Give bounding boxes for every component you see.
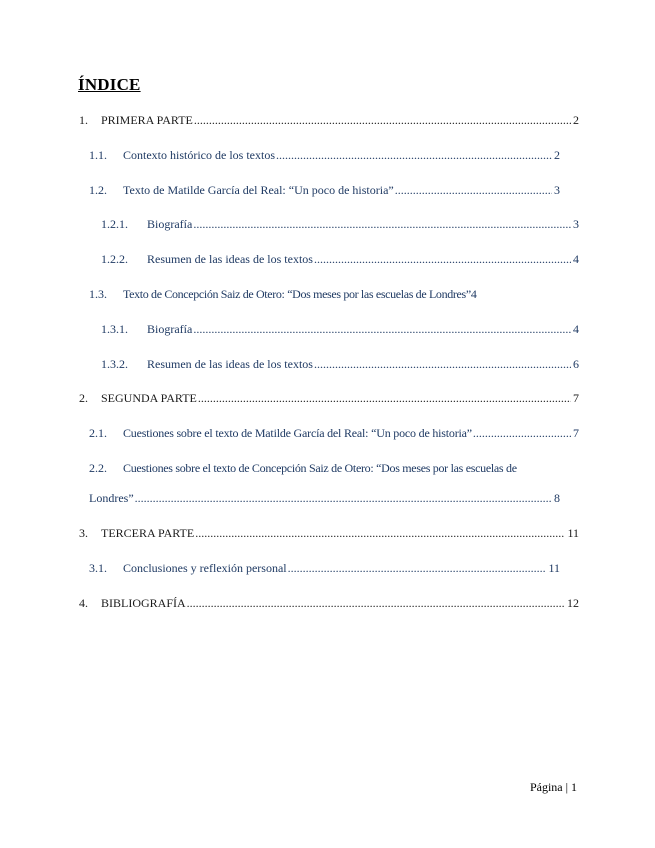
toc-entry-page: 2 <box>554 148 560 162</box>
toc-entry-label: Texto de Matilde García del Real: “Un poco de historia” <box>123 183 394 197</box>
toc-entry-page: 3 <box>573 217 579 231</box>
toc-entry-number: 3. <box>79 526 88 540</box>
toc-entry-page: 4 <box>573 252 579 266</box>
toc-dot-leader <box>313 356 571 372</box>
toc-entry-page: 12 <box>567 596 579 610</box>
toc-entry-page: 3 <box>554 183 560 197</box>
toc-entry-label: Biografía <box>147 322 193 336</box>
toc-dot-leader <box>472 425 571 441</box>
toc-entry-label: TERCERA PARTE <box>101 526 195 540</box>
toc-entry-label: Resumen de las ideas de los textos <box>147 252 313 266</box>
toc-entry-label: Conclusiones y reflexión personal <box>123 561 287 575</box>
toc-entry-number: 4. <box>79 596 88 610</box>
toc-entry-label: Biografía <box>147 217 193 231</box>
toc-entry-number: 2.1. <box>89 426 107 440</box>
toc-entry-page: 6 <box>573 357 579 371</box>
toc-entry-number: 2.2. <box>89 461 107 475</box>
toc-entry-page: 7 <box>573 426 579 440</box>
toc-dot-leader <box>313 251 571 267</box>
toc-entry-label: Resumen de las ideas de los textos <box>147 357 313 371</box>
toc-dot-leader <box>192 321 571 337</box>
toc-entry-label-line1: Cuestiones sobre el texto de Concepción Saiz de Otero: “Dos meses por las escuelas de <box>123 461 517 475</box>
toc-entry-number: 3.1. <box>89 561 107 575</box>
toc-dot-leader <box>193 112 571 128</box>
toc-entry-number: 1.1. <box>89 148 107 162</box>
toc-dot-leader <box>287 560 547 576</box>
toc-entry-label: SEGUNDA PARTE <box>101 391 197 405</box>
toc-dot-leader <box>186 595 565 611</box>
toc-dot-leader <box>194 525 565 541</box>
toc-entry-number: 1.3. <box>89 287 107 301</box>
toc-entry-number: 1.2.2. <box>101 252 128 266</box>
toc-entry-number: 1.3.1. <box>101 322 128 336</box>
toc-entry-page: 2 <box>573 113 579 127</box>
toc-entry-label-line2: Londres” <box>89 491 134 505</box>
toc-dot-leader <box>197 390 571 406</box>
toc-dot-leader <box>192 216 571 232</box>
toc-entry-page: 7 <box>573 391 579 405</box>
toc-entry-number: 2. <box>79 391 88 405</box>
toc-entry-number: 1.2. <box>89 183 107 197</box>
toc-entry-page: 11 <box>567 526 579 540</box>
page-footer-number: Página | 1 <box>529 780 577 794</box>
toc-dot-leader <box>134 490 552 506</box>
toc-dot-leader <box>394 182 552 198</box>
toc-entry-label: Cuestiones sobre el texto de Matilde García del Real: “Un poco de historia” <box>123 426 472 440</box>
toc-entry-number: 1.2.1. <box>101 217 128 231</box>
toc-entry-page: 4 <box>573 322 579 336</box>
toc-entry-label: Contexto histórico de los textos <box>123 148 275 162</box>
toc-entry-number: 1.3.2. <box>101 357 128 371</box>
toc-entry-page: 8 <box>554 491 560 505</box>
toc-entry-page: 11 <box>548 561 560 575</box>
toc-entry-label: BIBLIOGRAFÍA <box>101 596 186 610</box>
toc-entry-label: Texto de Concepción Saiz de Otero: “Dos meses por las escuelas de Londres” <box>123 287 471 301</box>
toc-dot-leader <box>275 147 552 163</box>
toc-title: ÍNDICE <box>78 75 141 94</box>
toc-entry-number: 1. <box>79 113 88 127</box>
toc-entry-label: PRIMERA PARTE <box>101 113 193 127</box>
toc-entry-page: 4 <box>470 287 477 301</box>
